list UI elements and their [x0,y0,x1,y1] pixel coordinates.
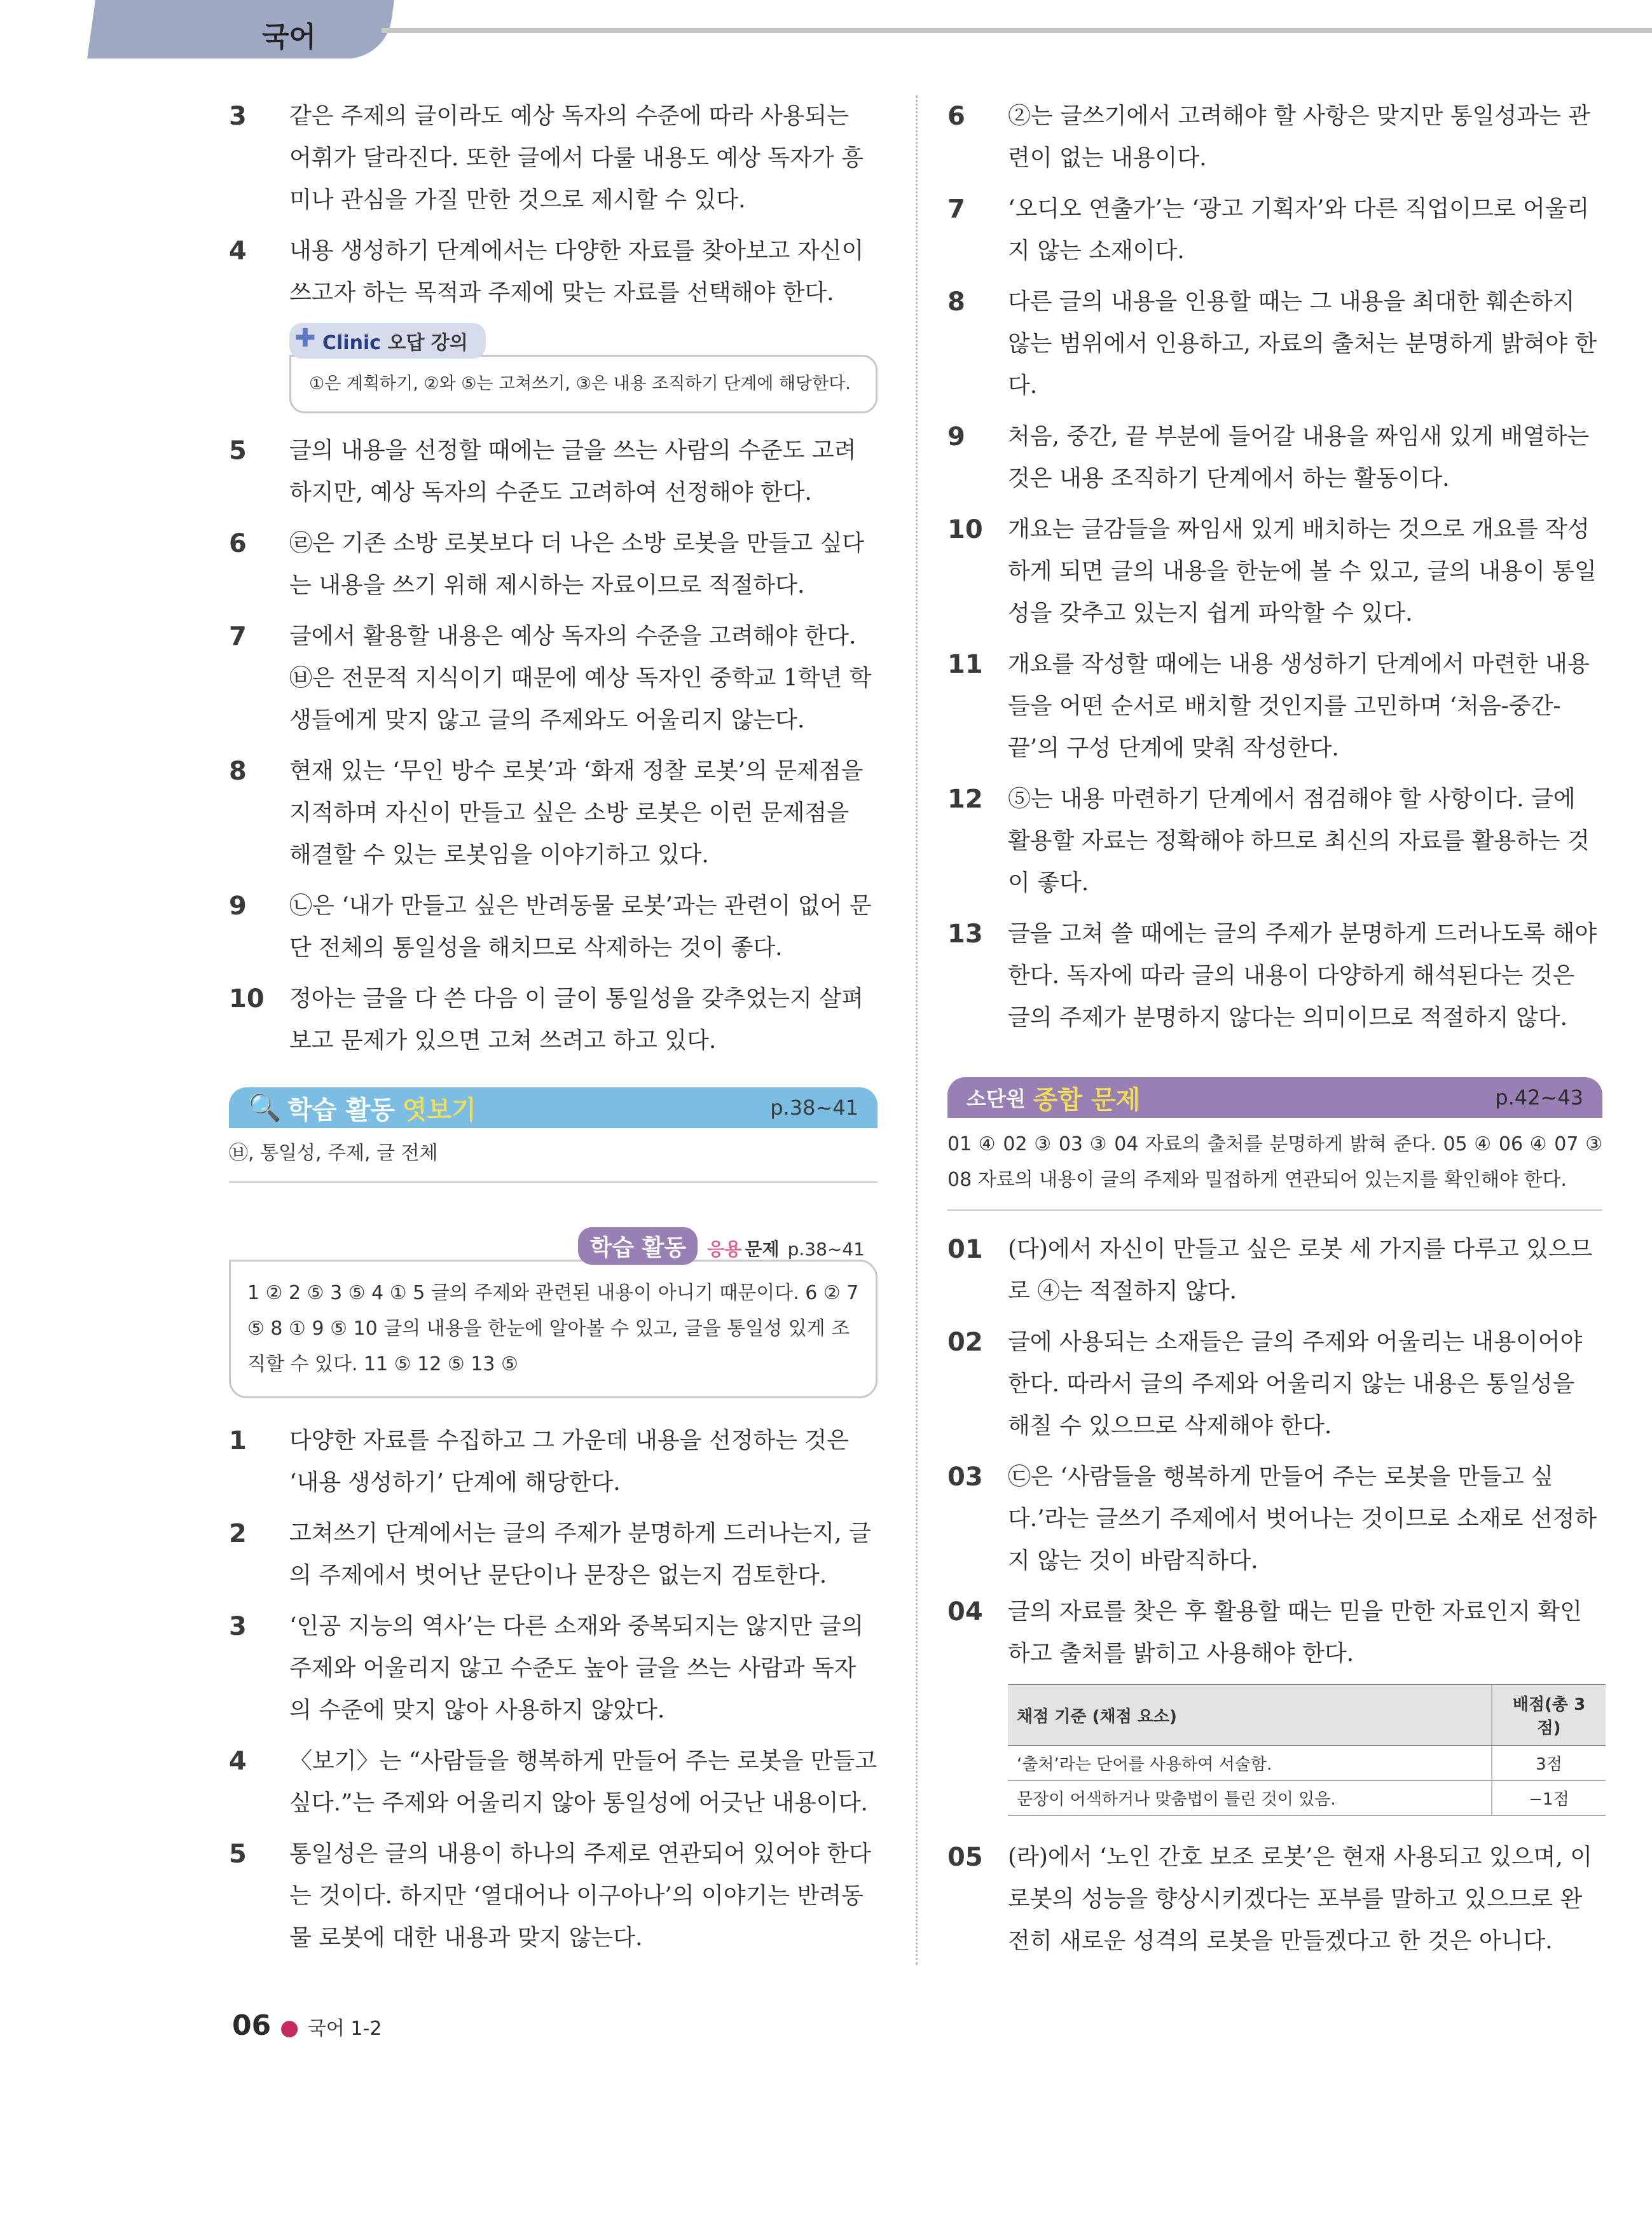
table-row [1008,1780,1606,1815]
scoring-table [1008,1684,1606,1816]
list-item [947,281,1602,407]
list-item [947,778,1602,904]
list-item [229,523,878,607]
list-item [947,1456,1602,1582]
item-number: 8 [947,287,965,317]
item-number: 6 [947,102,965,131]
list-item [229,430,878,514]
item-number: 03 [947,1463,983,1492]
scoring-points: −1점 [1492,1780,1606,1815]
item-number: 9 [947,422,965,451]
applied-sub1: 응용 [707,1239,742,1260]
list-item [229,616,878,741]
item-number: 04 [947,1597,983,1627]
scoring-points: 3점 [1492,1745,1606,1780]
column-divider [916,95,918,1965]
item-text: 글의 내용을 선정할 때에는 글을 쓰는 사람의 수준도 고려하지만, 예상 독자의 수준도 고려하여 선정해야 한다. [289,437,857,506]
scoring-criteria: 문장이 어색하거나 맞춤법이 틀린 것이 있음. [1008,1780,1492,1815]
item-text: 개요를 작성할 때에는 내용 생성하기 단계에서 마련한 내용들을 어떤 순서로 배치할 것인지를 고민하며 ‘처음-중간-끝’의 구성 단계에 맞춰 작성한다. [1008,651,1590,761]
item-number: 7 [229,622,247,651]
book-title: 국어 1-2 [307,2018,382,2040]
table-row [1008,1745,1606,1780]
scoring-criteria: ‘출처’라는 단어를 사용하여 서술함. [1008,1745,1492,1780]
list-item [947,1836,1602,1962]
list-item [229,885,878,969]
left-column [229,95,878,1968]
list-item [947,95,1602,179]
item-text: 내용 생성하기 단계에서는 다양한 자료를 찾아보고 자신이 쓰고자 하는 목적과 주제에 맞는 자료를 선택해야 한다. [289,238,864,306]
list-item [947,913,1602,1039]
sodanwon-answers: 01 ④ 02 ③ 03 ③ 04 자료의 출처를 분명하게 밝혀 준다. 05 ④ 06 ④ 07 ③ 08 자료의 내용이 글의 주제와 밀접하게 연관되어 있는지를 확인해야 한다. [947,1118,1602,1211]
item-number: 9 [229,891,247,921]
item-text: ②는 글쓰기에서 고려해야 할 사항은 맞지만 통일성과는 관련이 없는 내용이다. [1008,103,1590,171]
item-number: 2 [229,1519,247,1548]
page-footer [232,2009,382,2042]
subject-label: 국어 [262,21,317,53]
item-number: 8 [229,757,247,786]
item-number: 7 [947,195,965,224]
banner-title-accent: 엿보기 [402,1095,476,1125]
item-text: ‘오디오 연출가’는 ‘광고 기획자’와 다른 직업이므로 어울리지 않는 소재이다. [1008,196,1590,264]
item-number: 05 [947,1843,983,1872]
list-item [947,644,1602,769]
list-item [947,416,1602,500]
item-number: 5 [229,436,247,465]
clinic-subtitle: 오답 강의 [387,332,468,354]
applied-answers: 1 ② 2 ⑤ 3 ⑤ 4 ① 5 글의 주제와 관련된 내용이 아니기 때문이다. 6 ② 7 ⑤ 8 ① 9 ⑤ 10 글의 내용을 한눈에 알아볼 수 있고, 글을 통일성 있게 조직할 수 있다. 11 ⑤ 12 ⑤ 13 ⑤ [229,1260,878,1398]
item-text: (라)에서 ‘노인 간호 보조 로봇’은 현재 사용되고 있으며, 이 로봇의 성능을 향상시키겠다는 포부를 말하고 있으므로 완전히 새로운 성격의 로봇을 만들겠다고 한 것은 아니다. [1008,1844,1593,1954]
item-text: 다른 글의 내용을 인용할 때는 그 내용을 최대한 훼손하지 않는 범위에서 인용하고, 자료의 출처는 분명하게 밝혀야 한다. [1008,289,1597,399]
scoring-points-header: 배점(총 3점) [1492,1684,1606,1745]
scoring-header-row [1008,1684,1606,1745]
item-number: 01 [947,1235,983,1264]
right-column [947,95,1602,1971]
item-text: 같은 주제의 글이라도 예상 독자의 수준에 따라 사용되는 어휘가 달라진다. 또한 글에서 다룰 내용도 예상 독자가 흥미나 관심을 가질 만한 것으로 제시할 수 있다. [289,103,864,213]
plus-icon: ✚ [294,324,316,353]
list-item [947,509,1602,635]
item-text: 글에서 활용할 내용은 예상 독자의 수준을 고려해야 한다. ㉥은 전문적 지식이기 때문에 예상 독자인 중학교 1학년 학생들에게 맞지 않고 글의 주제와도 어울리지 않는다. [289,623,872,733]
list-item [229,1740,878,1824]
item-text: 현재 있는 ‘무인 방수 로봇’과 ‘화재 정찰 로봇’의 문제점을 지적하며 자신이 만들고 싶은 소방 로봇은 이런 문제점을 해결할 수 있는 로봇임을 이야기하고 있다. [289,758,864,868]
list-item [229,230,878,314]
item-number: 11 [947,650,983,679]
bullet-icon: ● [280,2015,299,2041]
item-text: 처음, 중간, 끝 부분에 들어갈 내용을 짜임새 있게 배열하는 것은 내용 조직하기 단계에서 하는 활동이다. [1008,423,1590,492]
learning-preview-answer: ㉥, 통일성, 주제, 글 전체 [229,1128,878,1183]
list-item [947,1229,1602,1312]
clinic-header [289,323,486,359]
applied-label: 학습 활동 [578,1227,698,1265]
item-text: 글의 자료를 찾은 후 활용할 때는 믿을 만한 자료인지 확인하고 출처를 밝히고 사용해야 한다. [1008,1599,1582,1667]
list-item [229,1833,878,1959]
item-number: 3 [229,1612,247,1641]
item-text: 글에 사용되는 소재들은 글의 주제와 어울리는 내용이어야 한다. 따라서 글의 주제와 어울리지 않는 내용은 통일성을 해칠 수 있으므로 삭제해야 한다. [1008,1329,1583,1439]
item-number: 5 [229,1840,247,1869]
applied-header [229,1227,865,1265]
item-number: 4 [229,1747,247,1776]
item-text: (다)에서 자신이 만들고 싶은 로봇 세 가지를 다루고 있으므로 ④는 적절하지 않다. [1008,1236,1593,1304]
item-text: 글을 고쳐 쓸 때에는 글의 주제가 분명하게 드러나도록 해야 한다. 독자에 따라 글의 내용이 다양하게 해석된다는 것은 글의 주제가 분명하지 않다는 의미이므로 적절하지 않다. [1008,921,1597,1031]
item-text: ‘인공 지능의 역사’는 다른 소재와 중복되지는 않지만 글의 주제와 어울리지 않고 수준도 높아 글을 쓰는 사람과 독자의 수준에 맞지 않아 사용하지 않았다. [289,1613,864,1723]
applied-problems-box [229,1227,878,1398]
item-text: 다양한 자료를 수집하고 그 가운데 내용을 선정하는 것은 ‘내용 생성하기’ 단계에 해당한다. [289,1428,849,1496]
sodanwon-title: 소단원 [967,1087,1026,1111]
item-number: 13 [947,919,983,949]
clinic-box [289,323,878,413]
item-text: ㉣은 기존 소방 로봇보다 더 나은 소방 로봇을 만들고 싶다는 내용을 쓰기 위해 제시하는 자료이므로 적절하다. [289,530,865,598]
item-number: 6 [229,529,247,558]
magnifier-icon: 🔍 [248,1092,282,1123]
item-text: 개요는 글감들을 짜임새 있게 배치하는 것으로 개요를 작성하게 되면 글의 내용을 한눈에 볼 수 있고, 글의 내용이 통일성을 갖추고 있는지 쉽게 파악할 수 있다. [1008,516,1597,626]
banner-pages: p.38~41 [770,1096,858,1120]
sodanwon-title-accent: 종합 문제 [1033,1085,1141,1115]
sodanwon-pages: p.42~43 [1495,1085,1583,1110]
applied-pages: p.38~41 [787,1239,865,1260]
item-number: 10 [229,984,265,1014]
item-number: 12 [947,785,983,814]
list-item [947,1321,1602,1447]
header-rule [382,28,1652,33]
list-item [229,750,878,876]
item-text: ㉡은 ‘내가 만들고 싶은 반려동물 로봇’과는 관련이 없어 문단 전체의 통일성을 해치므로 삭제하는 것이 좋다. [289,893,872,961]
scoring-criteria-header: 채점 기준 (채점 요소) [1008,1684,1492,1745]
applied-sub2: 문제 [745,1239,780,1260]
clinic-text: ①은 계획하기, ②와 ⑤는 고쳐쓰기, ③은 내용 조직하기 단계에 해당한다. [289,355,878,413]
item-number: 1 [229,1426,247,1456]
item-text: 정아는 글을 다 쓴 다음 이 글이 통일성을 갖추었는지 살펴보고 문제가 있으면 고쳐 쓰려고 하고 있다. [289,986,864,1054]
item-number: 4 [229,237,247,266]
header-tab [87,0,394,59]
item-text: 통일성은 글의 내용이 하나의 주제로 연관되어 있어야 한다는 것이다. 하지만 ‘열대어나 이구아나’의 이야기는 반려동물 로봇에 대한 내용과 맞지 않는다. [289,1841,871,1951]
sodanwon-banner [947,1077,1602,1118]
learning-preview-banner [229,1087,878,1128]
banner-title: 학습 활동 [287,1095,395,1125]
item-text: ㉢은 ‘사람들을 행복하게 만들어 주는 로봇을 만들고 싶다.’라는 글쓰기 주제에서 벗어나는 것이므로 소재로 선정하지 않는 것이 바람직하다. [1008,1464,1597,1574]
list-item [229,978,878,1062]
list-item [947,188,1602,272]
list-item [229,95,878,221]
item-text: 고쳐쓰기 단계에서는 글의 주제가 분명하게 드러나는지, 글의 주제에서 벗어난 문단이나 문장은 없는지 검토한다. [289,1520,871,1588]
item-number: 10 [947,515,983,544]
item-text: ⑤는 내용 마련하기 단계에서 점검해야 할 사항이다. 글에 활용할 자료는 정확해야 하므로 최신의 자료를 활용하는 것이 좋다. [1008,786,1590,896]
list-item [229,1420,878,1504]
page-number: 06 [232,2009,272,2042]
list-item [947,1591,1602,1675]
item-number: 02 [947,1328,983,1357]
clinic-title: Clinic [322,332,382,354]
list-item [229,1513,878,1597]
list-item [229,1606,878,1731]
item-number: 3 [229,102,247,131]
item-text: 〈보기〉는 “사람들을 행복하게 만들어 주는 로봇을 만들고 싶다.”는 주제와 어울리지 않아 통일성에 어긋난 내용이다. [289,1748,878,1816]
